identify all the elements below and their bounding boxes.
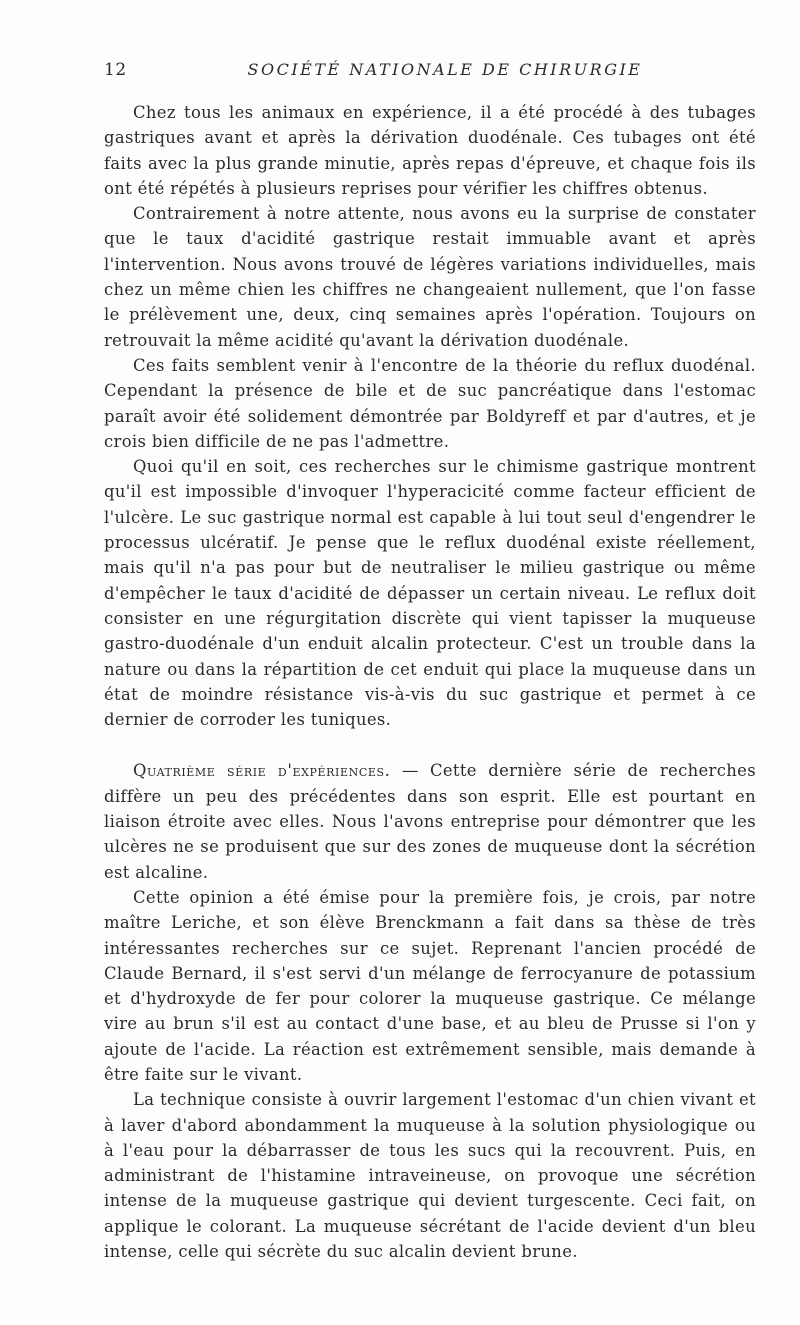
section-heading: Quatrième série d'expériences. — [133, 761, 391, 781]
paragraph: Chez tous les animaux en expérience, il a été procédé à des tubages gastriques avant et après la dérivation duodénale. Ces tubages ont été faits avec la plus grande minutie, après repas d'épreuve, et chaque fois ils ont été répétés à plusieurs reprises pour vérifier les chiffres obtenus. — [104, 103, 756, 198]
paragraph: La technique consiste à ouvrir largement l'estomac d'un chien vivant et à laver d'abord abondamment la muqueuse à la solution physiologique ou à l'eau pour la débarrasser de tous les sucs qui la recouvrent. Puis, en administrant de l'histamine intraveineuse, on provoque une sécrétion intense de la muqueuse gastrique qui devient turgescente. Ceci fait, on applique le colorant. La muqueuse sécrétant de l'acide devient d'un bleu intense, celle qui sécrète du suc alcalin devient brune. — [104, 1090, 756, 1262]
section-lead-paragraph — [104, 758, 756, 884]
body-text — [104, 100, 756, 1264]
paragraph: Cette opinion a été émise pour la première fois, je crois, par notre maître Leriche, et son élève Brenckmann a fait dans sa thèse de très intéressantes recherches sur ce sujet. Reprenant l'ancien procédé de Claude Bernard, il s'est servi d'un mélange de ferrocyanure de potassium et d'hydroxyde de fer pour colorer la muqueuse gastrique. Ce mélange vire au brun s'il est au contact d'une base, et au bleu de Prusse si l'on y ajoute de l'acide. La réaction est extrêmement sensible, mais demande à être faite sur le vivant. — [104, 887, 756, 1084]
paragraph: Ces faits semblent venir à l'encontre de la théorie du reflux duodénal. Cependant la présence de bile et de suc pancréatique dans l'estomac paraît avoir été solidement démontrée par Boldyreff et par d'autres, et je crois bien difficile de ne pas l'admettre. — [104, 355, 756, 451]
paragraph: Quoi qu'il en soit, ces recherches sur le chimisme gastrique montrent qu'il est impossible d'invoquer l'hyperacicité comme facteur efficient de l'ulcère. Le suc gastrique normal est capable à lui tout seul d'engendrer le processus ulcératif. Je pense que le reflux duodénal existe réellement, mais qu'il n'a pas pour but de neutraliser le milieu gastrique ou même d'empêcher le taux d'acidité de dépasser un certain niveau. Le reflux doit consister en une régurgitation discrète qui vient tapisser la muqueuse gastro-duodénale d'un enduit alcalin protecteur. C'est un trouble dans la nature ou dans la répartition de cet enduit qui place la muqueuse dans un état de moindre résistance vis-à-vis du suc gastrique et permet à ce dernier de corroder les tuniques. — [104, 457, 756, 730]
page-number: 12 — [104, 60, 127, 80]
running-head: SOCIÉTÉ NATIONALE DE CHIRURGIE — [247, 60, 643, 79]
paragraph: Contrairement à notre attente, nous avons eu la surprise de constater que le taux d'acidité gastrique restait immuable avant et après l'intervention. Nous avons trouvé de légères variations individuelles, mais chez un même chien les chiffres ne changeaient nullement, que l'on fasse le prélèvement une, deux, cinq semaines après l'opération. Toujours on retrouvait la même acidité qu'avant la dérivation duodénale. — [104, 204, 756, 350]
section-lead-text: — Cette dernière série de recherches diffère un peu des précédentes dans son esprit. Elle est pourtant en liaison étroite avec elles. Nous l'avons entreprise pour démontrer que les ulcères ne se produisent que sur des zones de muqueuse dont la sécrétion est alcaline. — [104, 761, 756, 882]
section-spacer — [104, 732, 756, 758]
page-header — [104, 60, 756, 86]
